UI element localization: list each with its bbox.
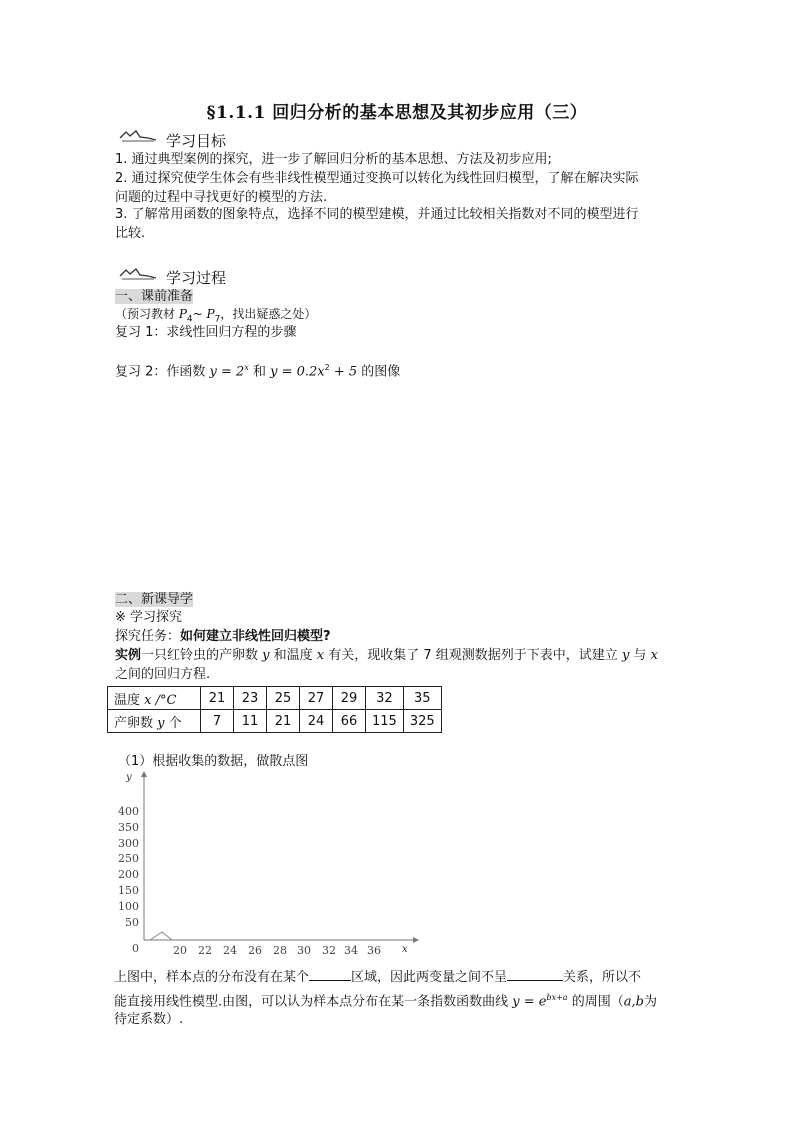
- pen-icon: [118, 128, 158, 144]
- process-heading: 学习过程: [166, 269, 227, 287]
- explore-heading: ※ 学习探究: [115, 610, 183, 625]
- goal-item: 3. 了解常用函数的图象特点，选择不同的模型建模，并通过比较相关指数对不同的模型进行: [115, 207, 639, 222]
- y-tick-label: 100: [118, 900, 139, 913]
- conclusion-line-2: 能直接用线性模型.由图，可以认为样本点分布在某一条指数函数曲线 $y = e^{bx+a}$ 的周围（a,b为: [114, 993, 657, 1010]
- table-cell: 21: [267, 710, 300, 733]
- goal-item: 问题的过程中寻找更好的模型的方法.: [115, 190, 328, 205]
- table-cell: 27: [300, 687, 333, 710]
- part2-title: 二、新课导学: [115, 592, 194, 607]
- y-tick-label: 250: [118, 852, 139, 865]
- fill-blank-1[interactable]: [309, 966, 351, 981]
- data-table: [107, 686, 442, 733]
- review-1: 复习 1：求线性回归方程的步骤: [115, 325, 297, 340]
- x-tick-label: 24: [223, 944, 237, 957]
- x-axis-label: x: [402, 944, 408, 955]
- x-tick-label: 28: [273, 944, 287, 957]
- x-tick-label: 36: [367, 944, 381, 957]
- conclusion-line-1: 上图中，样本点的分布没有在某个 区域，因此两变量之间不呈 关系，所以不: [114, 966, 689, 987]
- y-axis-label: y: [126, 772, 132, 783]
- table-cell: 23: [234, 687, 267, 710]
- y-tick-label: 0: [132, 942, 139, 955]
- y-tick-label: 50: [125, 916, 139, 929]
- x-tick-label: 34: [344, 944, 358, 957]
- page-title: §1.1.1 回归分析的基本思想及其初步应用（三）: [206, 103, 588, 123]
- table-cell: 24: [300, 710, 333, 733]
- table-cell: 7: [201, 710, 234, 733]
- table-cell: 25: [267, 687, 300, 710]
- table-row-label: 温度 x /°C: [108, 687, 201, 710]
- x-tick-label: 20: [173, 944, 187, 957]
- pen-icon: [118, 266, 158, 282]
- example-line: 实例一只红铃虫的产卵数 y 和温度 x 有关，现收集了 7 组观测数据列于下表中，试建立 y 与 x: [115, 648, 658, 663]
- goal-item: 2. 通过探究使学生体会有些非线性模型通过变换可以转化为线性回归模型，了解在解决实际: [115, 171, 639, 186]
- part1-title: 一、课前准备: [115, 289, 194, 304]
- review-2: 复习 2：作函数 $y = 2^x$ 和 $y = 0.2x^2 + 5$ 的图像: [115, 363, 401, 380]
- goal-item: 1. 通过典型案例的探究，进一步了解回归分析的基本思想、方法及初步应用;: [115, 152, 552, 167]
- table-cell: 66: [333, 710, 366, 733]
- x-tick-label: 30: [297, 944, 311, 957]
- y-tick-label: 300: [118, 837, 139, 850]
- y-tick-label: 150: [118, 884, 139, 897]
- table-row-label: 产卵数 y 个: [108, 710, 201, 733]
- scatter-axes: [110, 768, 430, 958]
- table-cell: 29: [333, 687, 366, 710]
- table-cell: 115: [366, 710, 404, 733]
- scatter-caption: （1）根据收集的数据，做散点图: [118, 754, 309, 769]
- x-tick-label: 22: [198, 944, 212, 957]
- y-tick-label: 350: [118, 821, 139, 834]
- axis-break-mark: [150, 932, 172, 940]
- table-cell: 11: [234, 710, 267, 733]
- table-row-eggs: [108, 710, 442, 733]
- table-cell: 21: [201, 687, 234, 710]
- table-cell: 32: [366, 687, 404, 710]
- y-tick-label: 400: [118, 805, 139, 818]
- task-line: 探究任务：如何建立非线性回归模型?: [115, 629, 331, 644]
- goal-item: 比较.: [115, 226, 146, 241]
- x-tick-label: 26: [248, 944, 262, 957]
- fill-blank-2[interactable]: [507, 966, 563, 981]
- table-cell: 35: [403, 687, 441, 710]
- example-line-2: 之间的回归方程.: [115, 667, 211, 682]
- x-tick-label: 32: [322, 944, 336, 957]
- table-cell: 325: [403, 710, 441, 733]
- conclusion-line-3: 待定系数）.: [114, 1012, 184, 1027]
- table-row-temperature: [108, 687, 442, 710]
- y-tick-label: 200: [118, 868, 139, 881]
- preview-note: （预习教材 $P_4\sim$ $P_7$，找出疑惑之处）: [115, 307, 317, 325]
- goals-heading: 学习目标: [166, 132, 227, 150]
